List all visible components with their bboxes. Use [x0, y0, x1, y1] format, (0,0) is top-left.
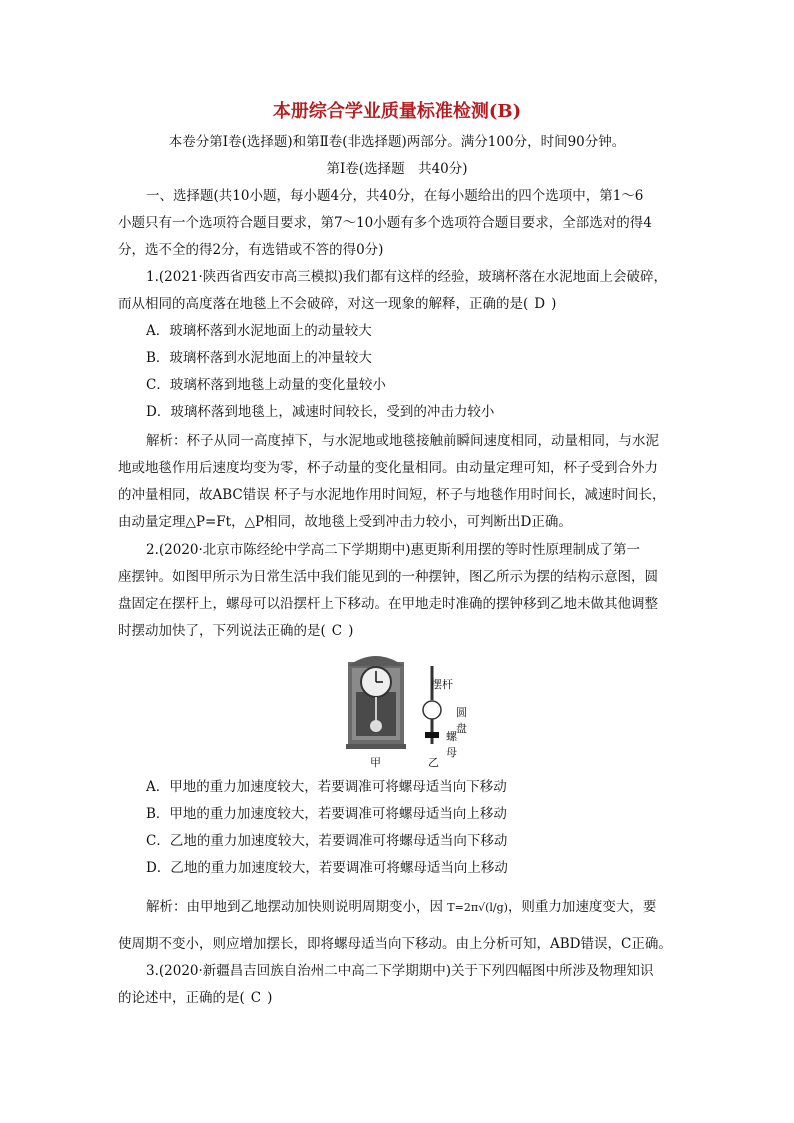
option-c: C．玻璃杯落到地毯上动量的变化量较小: [146, 377, 386, 393]
option-d: D．玻璃杯落到地毯上，减速时间较长，受到的冲击力较小: [146, 404, 495, 420]
analysis-line: 解析：杯子从同一高度掉下，与水泥地或地毯接触前瞬间速度相同，动量相同，与水泥: [146, 433, 659, 449]
section-title: 第Ⅰ卷(选择题 共40分): [326, 161, 468, 177]
pendulum-clock-illustration: [346, 652, 456, 752]
question-line: 时摆动加快了，下列说法正确的是( C ): [118, 623, 354, 639]
option-c: C．乙地的重力加速度较大，若要调准可将螺母适当向下移动: [146, 833, 508, 849]
option-d: D．乙地的重力加速度较大，若要调准可将螺母适当向上移动: [146, 860, 508, 876]
question-line: 2.(2020·北京市陈经纶中学高二下学期期中)惠更斯利用摆的等时性原理制成了第一: [146, 542, 641, 558]
question-line: 3.(2020·新疆昌吉回族自治州二中高二下学期期中)关于下列四幅图中所涉及物理知识: [146, 963, 654, 979]
label-disk: 圆盘: [456, 706, 467, 735]
question-line: 而从相同的高度落在地毯上不会破碎，对这一现象的解释，正确的是( D ): [118, 296, 557, 312]
analysis-line: 使周期不变小，则应增加摆长，即将螺母适当向下移动。由上分析可知，ABD错误，C正确。: [118, 936, 672, 952]
analysis-line: 的冲量相同，故ABC错误 杯子与水泥地作用时间短，杯子与地毯作用时间长，减速时间长，: [118, 487, 666, 503]
option-a: A．甲地的重力加速度较大，若要调准可将螺母适当向下移动: [146, 779, 507, 795]
answer-letter: C: [250, 990, 262, 1006]
instructions-line: 小题只有一个选项符合题目要求，第7～10小题有多个选项符合题目要求，全部选对的得4: [118, 215, 652, 231]
option-a: A．玻璃杯落到水泥地面上的动量较大: [146, 323, 372, 339]
pendulum-clock-figure: [346, 652, 467, 769]
analysis-line: 地或地毯作用后速度均变为零，杯子动量的变化量相同。由动量定理可知，杯子受到合外力: [118, 460, 658, 476]
analysis-line: 由动量定理△P=Ft，△P相同，故地毯上受到冲击力较小，可判断出D正确。: [118, 514, 572, 530]
caption-left: 甲: [370, 756, 381, 769]
question-line: 座摆钟。如图甲所示为日常生活中我们能见到的一种摆钟，图乙所示为摆的结构示意图，圆: [118, 569, 658, 585]
instructions-line: 分，选不全的得2分，有选错或不答的得0分): [118, 242, 384, 258]
option-b: B．甲地的重力加速度较大，若要调准可将螺母适当向上移动: [146, 806, 507, 822]
answer-letter: C: [331, 623, 343, 639]
question-line: 的论述中，正确的是( C ): [118, 990, 273, 1006]
option-b: B．玻璃杯落到水泥地面上的冲量较大: [146, 350, 372, 366]
intro-text: 本卷分第Ⅰ卷(选择题)和第Ⅱ卷(非选择题)两部分。满分100分，时间90分钟。: [168, 134, 626, 150]
analysis-line: 解析：由甲地到乙地摆动加快则说明周期变小，因 T=2π√(l/g)，则重力加速度变大，要: [146, 899, 657, 915]
instructions-line: 一、选择题(共10小题，每小题4分，共40分，在每小题给出的四个选项中，第1～6: [146, 188, 644, 204]
question-line: 1.(2021·陕西省西安市高三模拟)我们都有这样的经验，玻璃杯落在水泥地面上会破碎，: [146, 269, 668, 285]
page-title: 本册综合学业质量标准检测(B): [272, 101, 522, 122]
label-nut: 螺母: [446, 730, 457, 759]
caption-right: 乙: [428, 756, 439, 769]
question-line: 盘固定在摆杆上，螺母可以沿摆杆上下移动。在甲地走时准确的摆钟移到乙地未做其他调整: [118, 596, 658, 612]
answer-letter: D: [534, 296, 546, 312]
period-formula: T=2π√(l/g): [447, 900, 508, 914]
label-rod: 摆杆: [431, 678, 453, 691]
